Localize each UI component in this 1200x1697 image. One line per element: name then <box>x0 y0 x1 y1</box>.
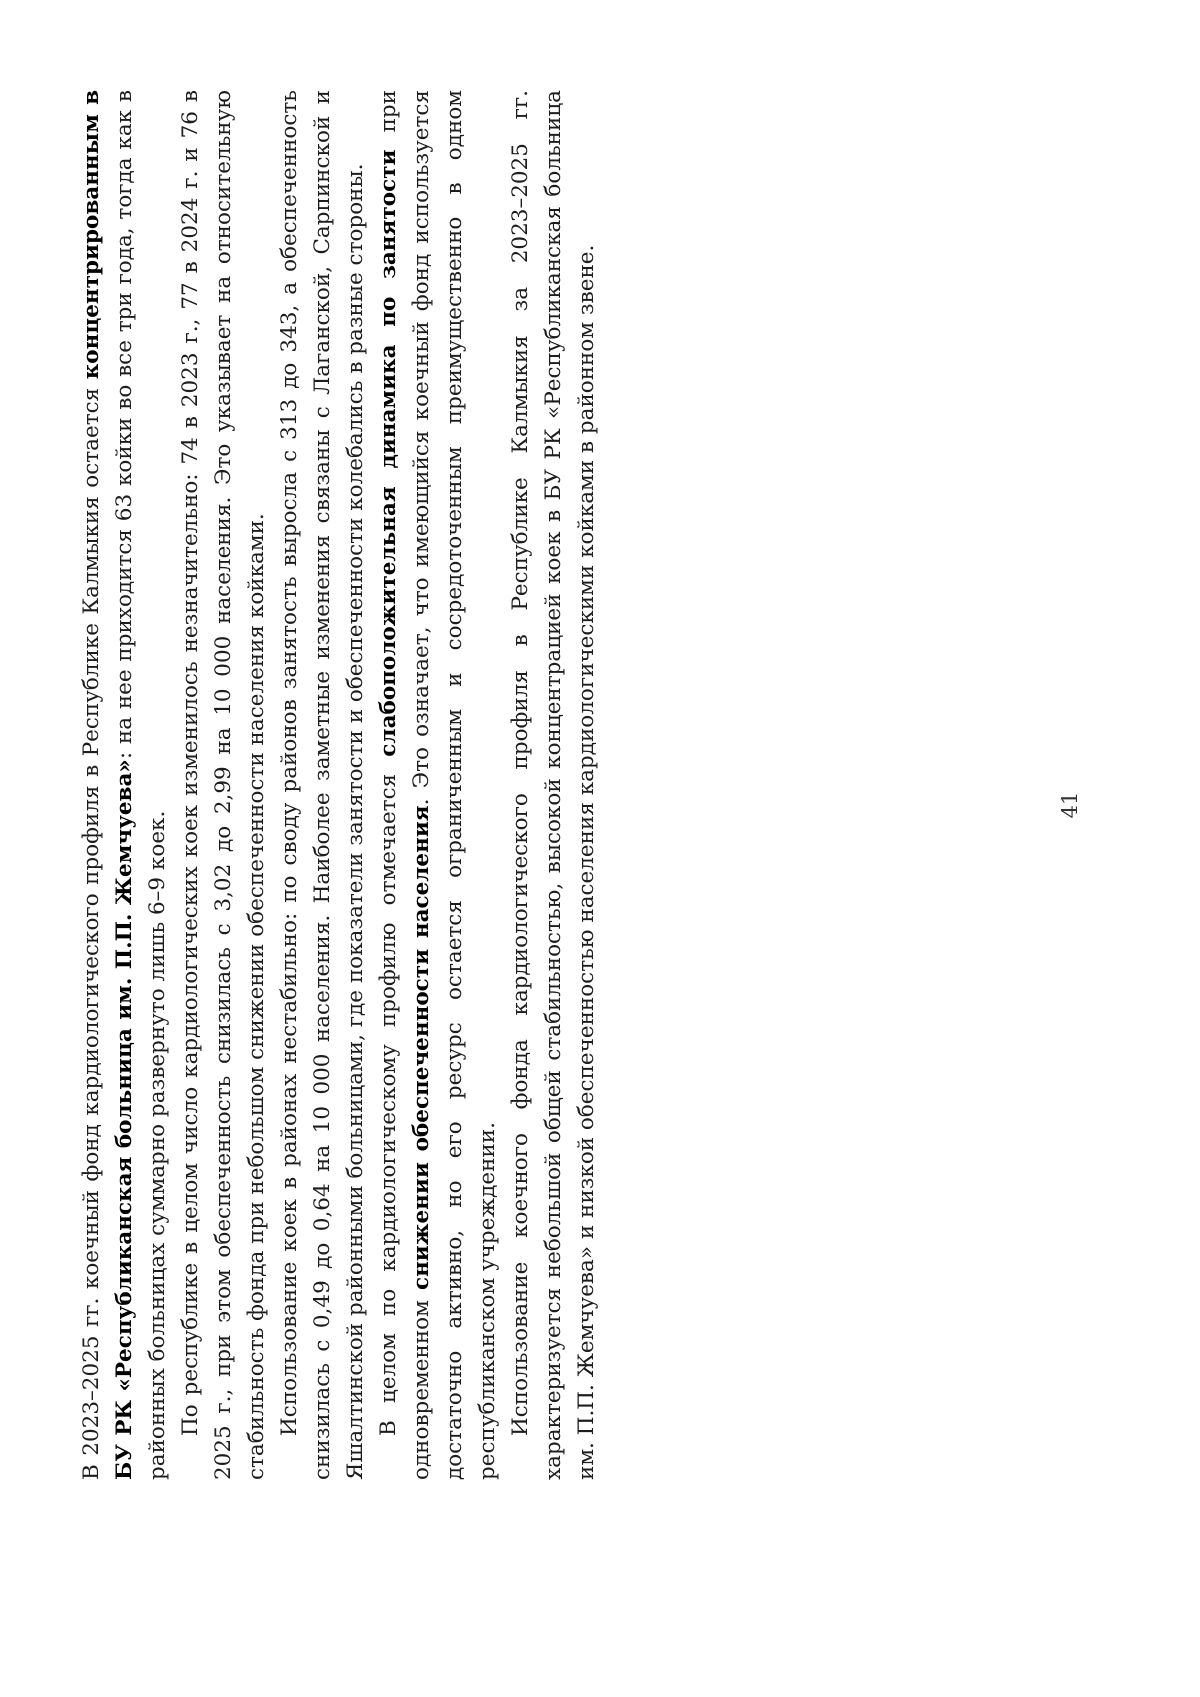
paragraph-1 <box>75 90 174 1480</box>
paragraph-5-text: Использование коечного фонда кардиологического профиля в Республике Калмыкия за 2023–2025 гг. характеризуется небольшой общей стабильностью, высокой концентрацией коек в БУ РК «Республиканская больница им. П.П. Жемчуева» и низкой обеспеченностью населения кардиологическими койками в районном звене. <box>508 90 599 1480</box>
paragraph-4-part-5: . Это означает, что имеющийся коечный фонд используется достаточно активно, но его ресурс остается ограниченным и сосредоточенным преимущественно в одном республиканском учреждении. <box>409 89 500 1480</box>
paragraph-4-bold-dynamics: слабоположительная динамика по занятости <box>376 149 401 757</box>
paragraph-4-bold-provision: снижении обеспеченности населения <box>409 805 434 1291</box>
paragraph-1-part-1: В 2023–2025 гг. коечный фонд кардиологического профиля в Республике Калмыкия остается <box>79 379 104 1480</box>
paragraph-4-part-1: В целом по кардиологическому профилю отмечается <box>376 756 401 1436</box>
paragraph-5 <box>504 90 603 1480</box>
rotated-text-block <box>75 89 599 1480</box>
paragraph-1-bold-hospital: концентрированным в БУ РК «Республиканская больница им. П.П. Жемчуева» <box>79 89 137 1480</box>
paragraph-2-text: По республике в целом число кардиологических коек изменилось незначительно: 74 в 2023 г., 77 в 2024 г. и 76 в 2025 г., при этом обеспеченность снизилась с 3,02 до 2,99 на 10 000 населения. Это указывает на относительную стабильность фонда при небольшом снижении обеспеченности населения койками. <box>178 90 269 1480</box>
paragraph-1-part-3: : на нее приходится 63 койки во все три года, тогда как в районных больницах суммарно развернуто лишь 6–9 коек. <box>112 90 170 1480</box>
paragraph-3 <box>273 90 372 1480</box>
paragraph-2 <box>174 90 273 1480</box>
paragraph-3-text: Использование коек в районах нестабильно: по своду районов занятость выросла с 313 до 343, а обеспеченность снизилась с 0,49 до 0,64 на 10 000 населения. Наиболее заметные изменения связаны с Лаганской, Сарпинской и Яшалтинской районными больницами, где показатели занятости и обеспеченности колебались в разные стороны. <box>277 90 368 1480</box>
page-number: 41 <box>1058 791 1082 819</box>
paragraph-4-part-3: при одновременном <box>376 89 434 1480</box>
paragraph-4 <box>372 90 504 1480</box>
